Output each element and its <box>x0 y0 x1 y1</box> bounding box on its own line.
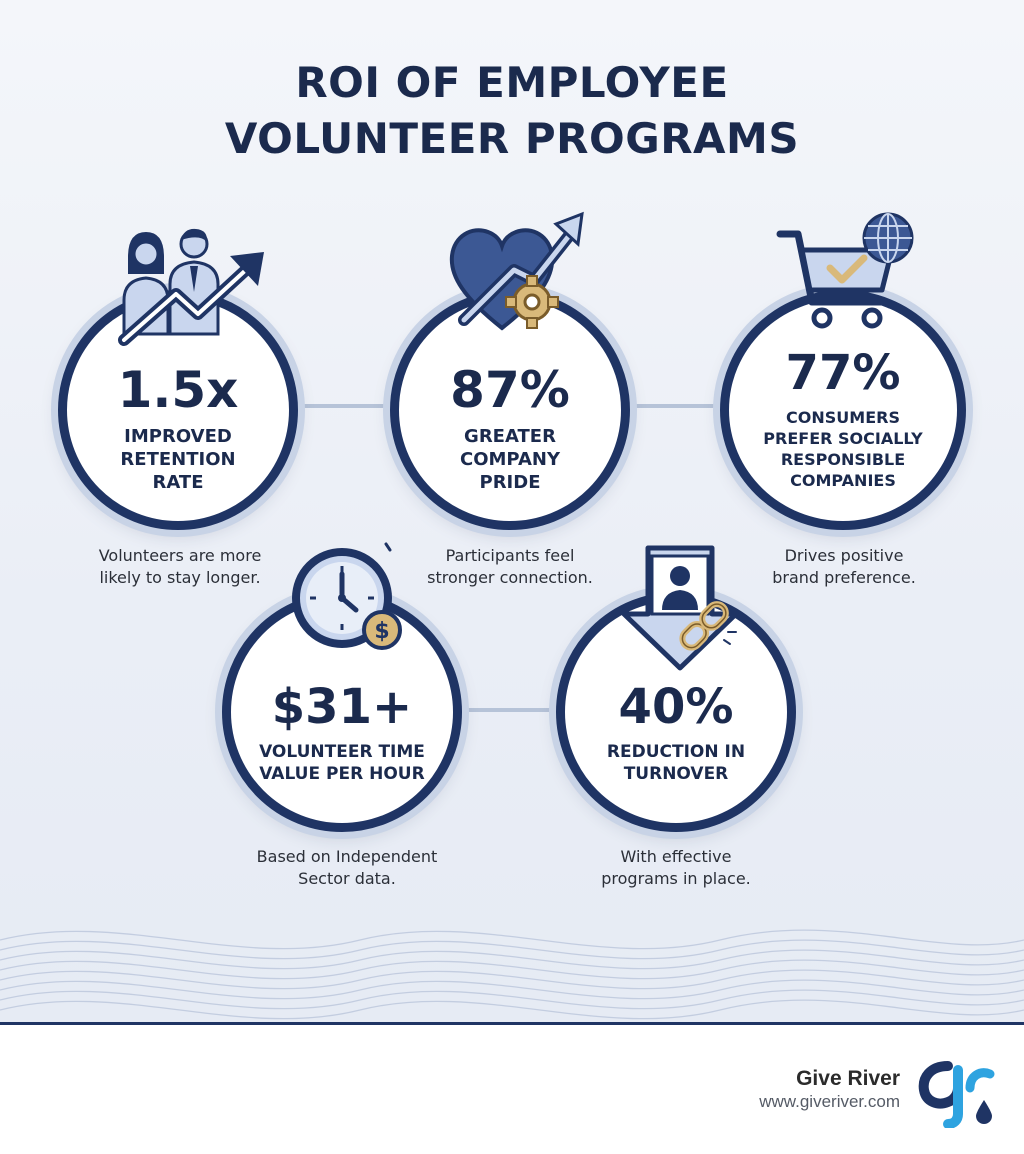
stat-value: 87% <box>450 361 570 419</box>
stat-label: GREATER COMPANY PRIDE <box>460 426 560 493</box>
employee-chain-down-arrow-icon <box>620 544 744 674</box>
brand-name: Give River <box>796 1067 900 1090</box>
stat-caption: Drives positive brand preference. <box>772 546 916 587</box>
page-title <box>0 55 1024 167</box>
connector-line <box>300 404 400 408</box>
give-river-logo-icon <box>918 1058 1002 1128</box>
connector-line <box>462 708 562 712</box>
stat-label: IMPROVED RETENTION RATE <box>120 426 236 493</box>
stat-label: CONSUMERS PREFER SOCIALLY RESPONSIBLE COMPANIES <box>763 408 923 490</box>
heart-gear-arrow-icon <box>444 210 589 335</box>
brand-url[interactable]: www.giveriver.com <box>759 1092 900 1111</box>
clock-dollar-icon <box>290 540 410 660</box>
stat-value: 77% <box>785 345 901 401</box>
title-line-1: ROI OF EMPLOYEE <box>295 58 729 107</box>
stat-label: REDUCTION IN TURNOVER <box>606 742 746 784</box>
stat-value: $31+ <box>271 679 413 735</box>
connector-line <box>630 404 730 408</box>
stat-label: VOLUNTEER TIME VALUE PER HOUR <box>259 742 425 784</box>
stat-caption: Participants feel stronger connection. <box>427 546 593 587</box>
stat-value: 1.5x <box>117 361 239 419</box>
employees-growth-arrow-icon <box>118 222 268 347</box>
stat-caption: Based on Independent Sector data. <box>256 847 438 888</box>
stat-caption: Volunteers are more likely to stay longer. <box>98 546 262 587</box>
stat-caption: With effective programs in place. <box>601 847 751 888</box>
svg-text:$: $ <box>374 619 390 644</box>
cart-globe-icon <box>776 210 921 335</box>
title-line-2: VOLUNTEER PROGRAMS <box>224 114 800 163</box>
wave-pattern <box>0 900 1024 1024</box>
stat-value: 40% <box>618 679 734 735</box>
